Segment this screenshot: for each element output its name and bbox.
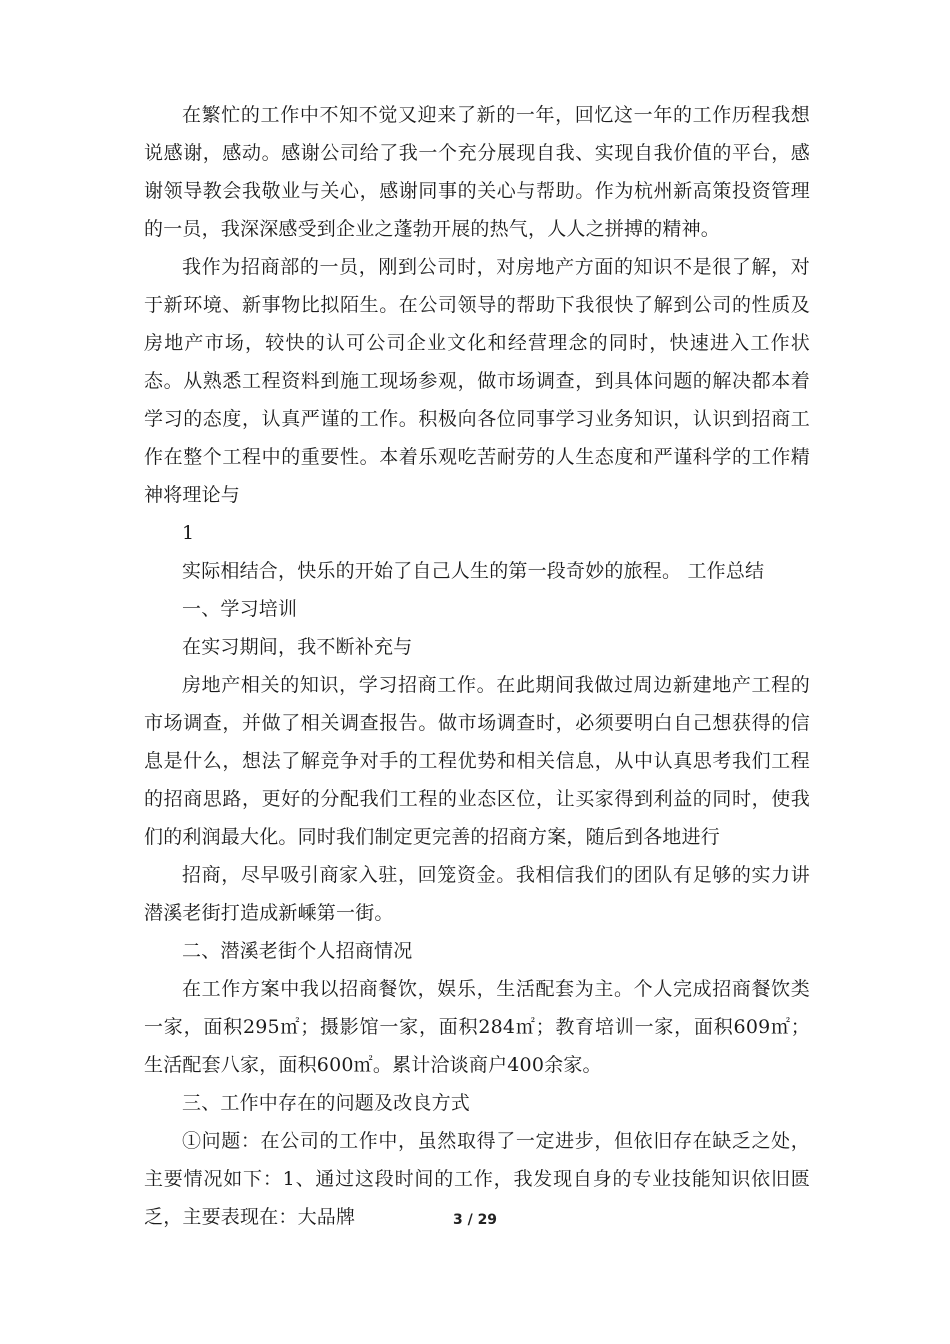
paragraph-journey: 实际相结合，快乐的开始了自己人生的第一段奇妙的旅程。 工作总结 — [182, 560, 765, 582]
page-footer — [0, 1212, 950, 1228]
heading-problems: 三、工作中存在的问题及改良方式 — [182, 1092, 471, 1114]
paragraph-results-detail: 在工作方案中我以招商餐饮，娱乐，生活配套为主。个人完成招商餐饮类一家，面积295㎡；摄影馆一家，面积284㎡；教育培训一家，面积609㎡；生活配套八家，面积600㎡。累计洽谈商户400余家。 — [144, 978, 810, 1076]
page-number-total: 29 — [477, 1212, 498, 1228]
page-number-separator: / — [467, 1212, 473, 1228]
document-body — [144, 96, 810, 1236]
paragraph-market-research: 房地产相关的知识，学习招商工作。在此期间我做过周边新建地产工程的市场调查，并做了相关调查报告。做市场调查时，必须要明白自己想获得的信息是什么，想法了解竞争对手的工程优势和相关信息，从中认真思考我们工程的招商思路，更好的分配我们工程的业态区位，让买家得到利益的同时，使我们的利润最大化。同时我们制定更完善的招商方案，随后到各地进行 — [144, 674, 810, 848]
page-number-current: 3 — [452, 1212, 463, 1228]
paragraph-attract-merchants: 招商，尽早吸引商家入驻，回笼资金。我相信我们的团队有足够的实力讲潜溪老街打造成新嵊第一街。 — [144, 864, 810, 924]
paragraph-intro: 在繁忙的工作中不知不觉又迎来了新的一年，回忆这一年的工作历程我想说感谢，感动。感谢公司给了我一个充分展现自我、实现自我价值的平台，感谢领导教会我敬业与关心，感谢同事的关心与帮助。作为杭州新高策投资管理的一员，我深深感受到企业之蓬勃开展的热气，人人之拼搏的精神。 — [144, 104, 810, 240]
inline-page-number: 1 — [182, 522, 195, 544]
heading-personal-results: 二、潜溪老街个人招商情况 — [182, 940, 413, 962]
paragraph-problems-detail: ①问题：在公司的工作中，虽然取得了一定进步，但依旧存在缺乏之处，主要情况如下：1、通过这段时间的工作，我发现自身的专业技能知识依旧匮乏，主要表现在：大品牌 — [144, 1130, 810, 1228]
paragraph-joining-team: 我作为招商部的一员，刚到公司时，对房地产方面的知识不是很了解，对于新环境、新事物比拟陌生。在公司领导的帮助下我很快了解到公司的性质及房地产市场，较快的认可公司企业文化和经营理念的同时，快速进入工作状态。从熟悉工程资料到施工现场参观，做市场调查，到具体问题的解决都本着学习的态度，认真严谨的工作。积极向各位同事学习业务知识，认识到招商工作在整个工程中的重要性。本着乐观吃苦耐劳的人生态度和严谨科学的工作精神将理论与 — [144, 256, 810, 506]
heading-learning-training: 一、学习培训 — [182, 598, 298, 620]
paragraph-internship: 在实习期间，我不断补充与 — [182, 636, 413, 658]
